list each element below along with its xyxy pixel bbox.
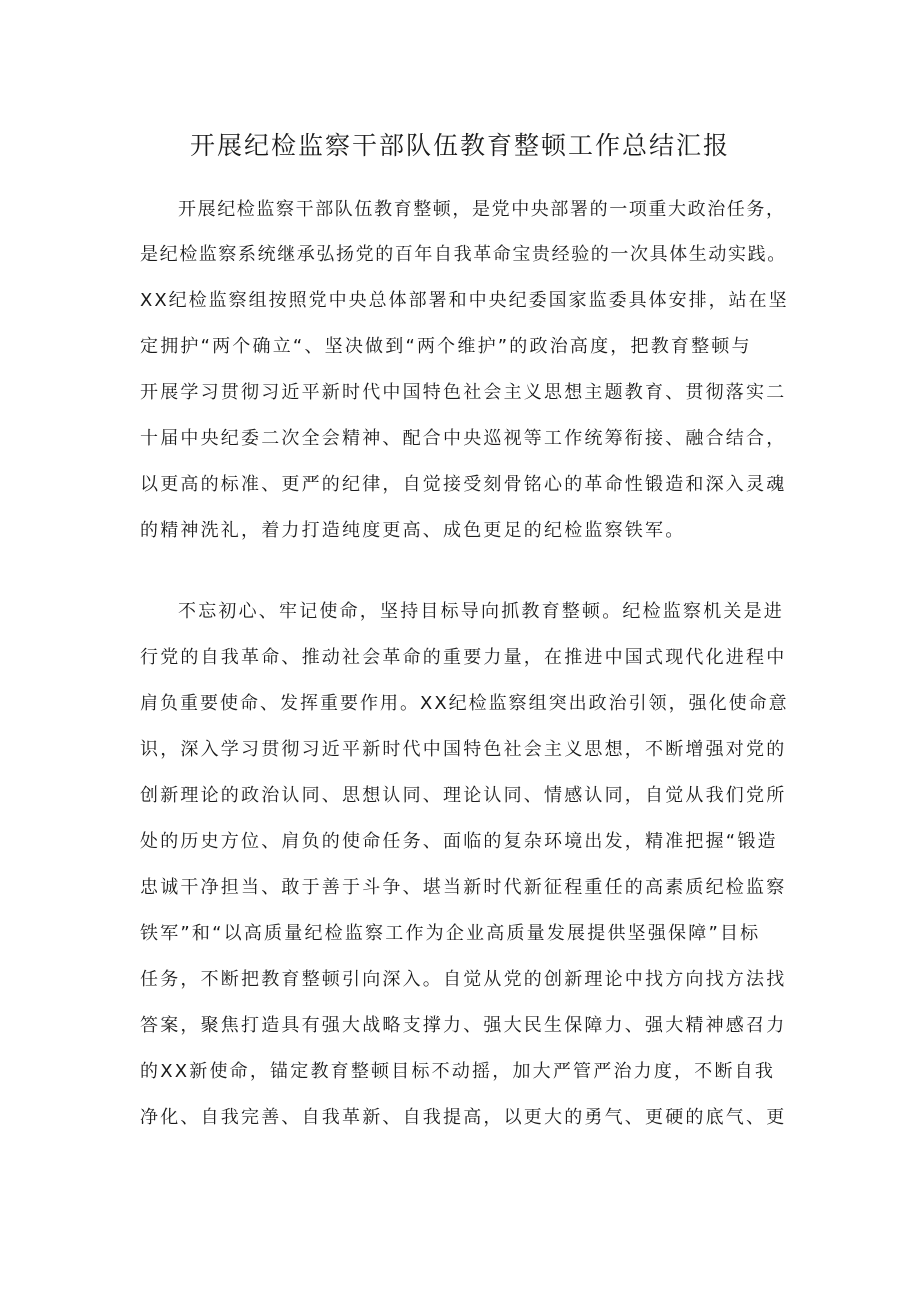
paragraph-2-line-3: 肩负重要使命、发挥重要作用。XX纪检监察组突出政治引领，强化使命意 [140, 693, 789, 714]
paragraph-1-line-5: 开展学习贯彻习近平新时代中国特色社会主义思想主题教育、贯彻落实二 [140, 382, 787, 403]
paragraph-2-line-10: 答案，聚焦打造具有强大战略支撑力、强大民生保障力、强大精神感召力 [140, 1015, 787, 1036]
paragraph-2-line-5: 创新理论的政治认同、思想认同、理论认同、情感认同，自觉从我们党所 [140, 785, 787, 806]
paragraph-2-line-6: 处的历史方位、肩负的使命任务、面临的复杂环境出发，精准把握“锻造 [140, 831, 778, 852]
paragraph-2-line-11: 的XX新使命，锚定教育整顿目标不动摇，加大严管严治力度，不断自我 [140, 1061, 776, 1082]
paragraph-2-line-2: 行党的自我革命、推动社会革命的重要力量，在推进中国式现代化进程中 [140, 647, 787, 668]
paragraph-2-line-12: 净化、自我完善、自我革新、自我提高，以更大的勇气、更硬的底气、更 [140, 1107, 787, 1128]
paragraph-1-line-4: 定拥护“两个确立“、坚决做到“两个维护”的政治高度，把教育整顿与 [140, 336, 752, 357]
paragraph-1-line-8: 的精神洗礼，着力打造纯度更高、成色更足的纪检监察铁军。 [140, 520, 686, 541]
paragraph-1-line-3: XX纪检监察组按照党中央总体部署和中央纪委国家监委具体安排，站在坚 [140, 290, 789, 311]
document-title: 开展纪检监察干部队伍教育整顿工作总结汇报 [189, 131, 730, 160]
paragraph-1-line-6: 十届中央纪委二次全会精神、配合中央巡视等工作统筹衔接、融合结合， [140, 428, 787, 449]
paragraph-2-line-1: 不忘初心、牢记使命，坚持目标导向抓教育整顿。纪检监察机关是进 [178, 601, 784, 622]
paragraph-1-line-1: 开展纪检监察干部队伍教育整顿，是党中央部署的一项重大政治任务， [178, 199, 786, 220]
paragraph-1-line-7: 以更高的标准、更严的纪律，自觉接受刻骨铭心的革命性锻造和深入灵魂 [140, 474, 787, 495]
paragraph-2-line-8: 铁军”和“以高质量纪检监察工作为企业高质量发展提供坚强保障”目标 [140, 923, 761, 944]
paragraph-1-line-2: 是纪检监察系统继承弘扬党的百年自我革命宝贵经验的一次具体生动实践。 [140, 244, 787, 265]
paragraph-2-line-9: 任务，不断把教育整顿引向深入。自觉从党的创新理论中找方向找方法找 [140, 969, 787, 990]
paragraph-2-line-4: 识，深入学习贯彻习近平新时代中国特色社会主义思想，不断增强对党的 [140, 739, 787, 760]
paragraph-2-line-7: 忠诚干净担当、敢于善于斗争、堪当新时代新征程重任的高素质纪检监察 [140, 877, 787, 898]
